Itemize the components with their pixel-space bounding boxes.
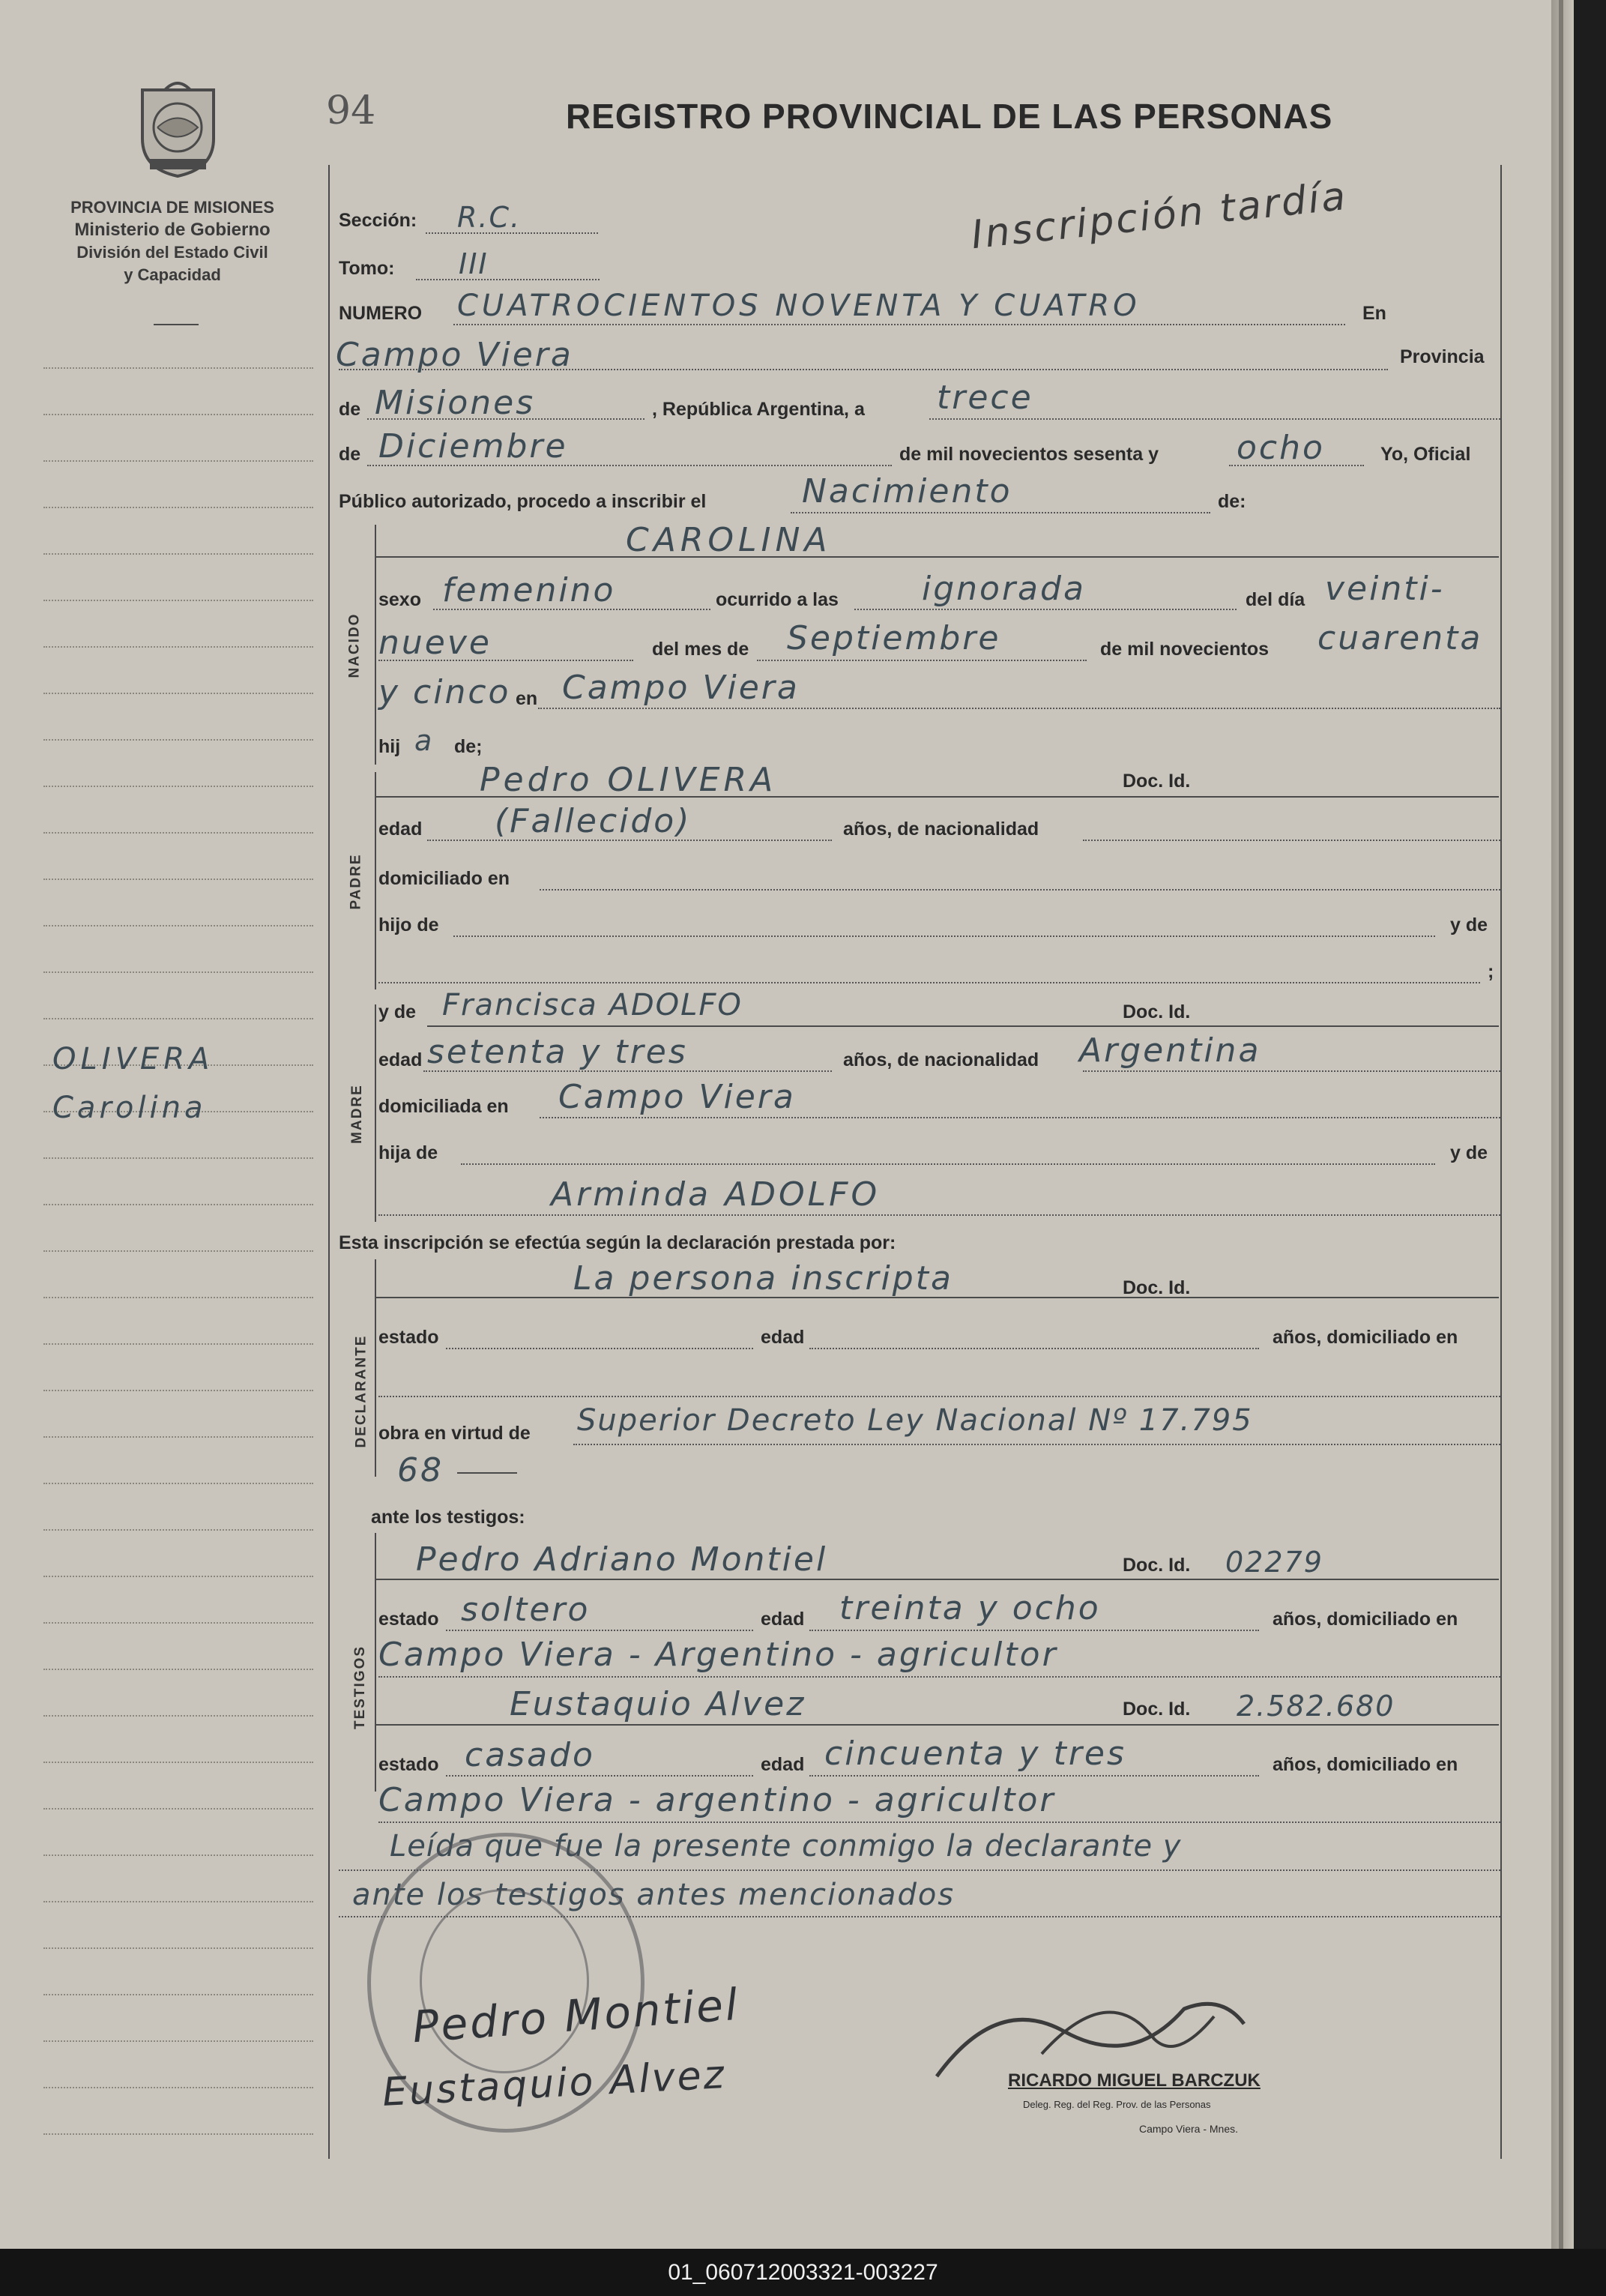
value-numero: CUATROCIENTOS NOVENTA Y CUATRO bbox=[457, 289, 1141, 323]
value-padre-nombre: Pedro OLIVERA bbox=[480, 761, 777, 799]
label-testigo1-domiciliado: años, domiciliado en bbox=[1273, 1609, 1458, 1630]
value-obra-virtud-1: Superior Decreto Ley Nacional Nº 17.795 bbox=[577, 1403, 1253, 1438]
value-dia-nacimiento-1: veinti- bbox=[1325, 570, 1445, 608]
value-madre-domicilio: Campo Viera bbox=[558, 1078, 796, 1116]
agency-province: PROVINCIA DE MISIONES bbox=[70, 198, 274, 217]
label-madre-y-de: y de bbox=[1450, 1142, 1488, 1163]
section-label-nacido: NACIDO bbox=[346, 612, 363, 678]
value-testigo1-estado: soltero bbox=[461, 1591, 591, 1629]
agency-divider bbox=[154, 324, 199, 325]
label-mil-sesenta: de mil novecientos sesenta y bbox=[899, 444, 1159, 465]
section-label-testigos: TESTIGOS bbox=[352, 1645, 369, 1730]
frame-right-border bbox=[1500, 165, 1502, 2159]
label-madre-edad: edad bbox=[378, 1049, 423, 1070]
value-nombre: CAROLINA bbox=[626, 521, 832, 559]
value-testigo2-doc: 2.582.680 bbox=[1237, 1690, 1395, 1723]
label-declarante-estado: estado bbox=[378, 1327, 439, 1348]
signature-firmante-2: Eustaquio Alvez bbox=[381, 2052, 728, 2115]
label-yo-oficial: Yo, Oficial bbox=[1380, 444, 1471, 465]
label-padre-semicolon: ; bbox=[1488, 961, 1494, 982]
label-madre-nacionalidad: años, de nacionalidad bbox=[843, 1049, 1039, 1070]
top-annotation-scribble: Inscripción tardía bbox=[969, 173, 1350, 259]
label-madre-doc-id: Doc. Id. bbox=[1123, 1001, 1191, 1022]
value-anio-nacimiento-1: cuarenta bbox=[1317, 619, 1483, 657]
label-padre-doc-id: Doc. Id. bbox=[1123, 771, 1191, 792]
agency-capacity: y Capacidad bbox=[124, 265, 221, 284]
label-testigo2-domiciliado: años, domiciliado en bbox=[1273, 1754, 1458, 1775]
value-mes-nacimiento: Septiembre bbox=[787, 619, 1001, 657]
label-en-lugar: en bbox=[516, 688, 538, 709]
value-testigo2-domicilio: Campo Viera - argentino - agricultor bbox=[378, 1781, 1056, 1819]
value-anio-nacimiento-2: y cinco bbox=[378, 673, 511, 711]
value-lugar: Campo Viera bbox=[336, 336, 573, 374]
label-declarante-doc-id: Doc. Id. bbox=[1123, 1277, 1191, 1298]
label-padre-nacionalidad: años, de nacionalidad bbox=[843, 819, 1039, 840]
official-location: Campo Viera - Mnes. bbox=[1139, 2123, 1239, 2135]
label-y-de-madre: y de bbox=[378, 1001, 417, 1022]
value-testigo1-domicilio: Campo Viera - Argentino - agricultor bbox=[378, 1636, 1058, 1674]
label-de-colon: de: bbox=[1218, 491, 1246, 512]
label-declarante-edad: edad bbox=[761, 1327, 805, 1348]
label-de-mil-novecientos: de mil novecientos bbox=[1100, 639, 1270, 660]
label-declarante-domiciliado: años, domiciliado en bbox=[1273, 1327, 1458, 1348]
label-padre-domiciliado: domiciliado en bbox=[378, 868, 510, 889]
value-abuela-materna: Arminda ADOLFO bbox=[551, 1175, 881, 1214]
label-ante-testigos: ante los testigos: bbox=[371, 1507, 525, 1528]
value-hij-suffix: a bbox=[414, 724, 434, 757]
value-seccion: R.C. bbox=[457, 201, 522, 234]
label-inscripcion: Esta inscripción se efectúa según la declaración prestada por: bbox=[339, 1232, 896, 1253]
label-madre-domiciliada: domiciliada en bbox=[378, 1096, 509, 1117]
label-ocurrido: ocurrido a las bbox=[716, 589, 839, 610]
label-padre-y-de: y de bbox=[1450, 915, 1488, 935]
section-label-declarante: DECLARANTE bbox=[353, 1334, 369, 1448]
file-id: 01_060712003321-003227 bbox=[668, 2260, 938, 2285]
label-provincia: Provincia bbox=[1400, 346, 1485, 367]
value-testigo1-nombre: Pedro Adriano Montiel bbox=[416, 1540, 828, 1579]
signature-firmante-1: Pedro Montiel bbox=[411, 1978, 742, 2053]
section-label-padre: PADRE bbox=[348, 853, 364, 910]
label-testigo2-estado: estado bbox=[378, 1754, 439, 1775]
page-title: REGISTRO PROVINCIAL DE LAS PERSONAS bbox=[566, 97, 1333, 136]
value-testigo2-estado: casado bbox=[465, 1736, 595, 1774]
value-anio-inscripcion: ocho bbox=[1237, 429, 1325, 467]
value-sexo: femenino bbox=[442, 571, 616, 609]
agency-block bbox=[30, 196, 315, 286]
value-dia-nacimiento-2: nueve bbox=[378, 624, 492, 662]
label-padre-hijo-de: hijo de bbox=[378, 915, 439, 935]
agency-division: División del Estado Civil bbox=[76, 243, 268, 262]
value-testigo2-nombre: Eustaquio Alvez bbox=[510, 1685, 806, 1723]
value-padre-edad: (Fallecido) bbox=[495, 802, 692, 840]
label-hij: hij bbox=[378, 736, 401, 757]
section-label-madre: MADRE bbox=[348, 1084, 365, 1144]
label-numero: NUMERO bbox=[339, 303, 423, 324]
value-obra-virtud-2: 68 bbox=[397, 1451, 444, 1489]
label-testigo2-doc-id: Doc. Id. bbox=[1123, 1699, 1191, 1720]
value-testigo1-doc: 02279 bbox=[1225, 1546, 1323, 1579]
value-testigo2-edad: cincuenta y tres bbox=[824, 1735, 1126, 1773]
agency-ministry: Ministerio de Gobierno bbox=[74, 220, 271, 240]
label-padre-edad: edad bbox=[378, 819, 423, 840]
value-declarante: La persona inscripta bbox=[573, 1259, 953, 1298]
label-testigo2-edad: edad bbox=[761, 1754, 805, 1775]
label-testigo1-edad: edad bbox=[761, 1609, 805, 1630]
value-madre-nacionalidad: Argentina bbox=[1079, 1031, 1261, 1070]
label-testigo1-estado: estado bbox=[378, 1609, 439, 1630]
official-title: Deleg. Reg. del Reg. Prov. de las Personas bbox=[1023, 2099, 1211, 2110]
official-name: RICARDO MIGUEL BARCZUK bbox=[1008, 2070, 1261, 2091]
label-de-semicolon: de; bbox=[454, 736, 483, 757]
label-de-mes: de bbox=[339, 444, 361, 465]
label-sexo: sexo bbox=[378, 589, 421, 610]
book-binding bbox=[1559, 0, 1563, 2249]
value-mes-inscripcion: Diciembre bbox=[378, 427, 568, 465]
label-madre-hija-de: hija de bbox=[378, 1142, 438, 1163]
value-madre-nombre: Francisca ADOLFO bbox=[442, 988, 743, 1022]
provincial-coat-of-arms-icon bbox=[127, 75, 229, 180]
margin-note-surname: OLIVERA bbox=[52, 1042, 214, 1076]
file-id-bar bbox=[0, 2249, 1606, 2296]
value-lugar-nacimiento: Campo Viera bbox=[562, 669, 800, 707]
value-madre-edad: setenta y tres bbox=[427, 1033, 688, 1071]
value-provincia: Misiones bbox=[375, 384, 536, 422]
label-tomo: Tomo: bbox=[339, 258, 395, 279]
label-obra-virtud: obra en virtud de bbox=[378, 1423, 531, 1444]
value-acto: Nacimiento bbox=[802, 472, 1012, 510]
value-dia-inscripcion: trece bbox=[937, 379, 1033, 417]
label-de: de bbox=[339, 399, 361, 420]
label-testigo1-doc-id: Doc. Id. bbox=[1123, 1555, 1191, 1576]
value-tomo: III bbox=[459, 247, 489, 280]
label-del-dia: del día bbox=[1246, 589, 1305, 610]
closing-line-2: ante los testigos antes mencionados bbox=[352, 1878, 956, 1912]
label-del-mes: del mes de bbox=[652, 639, 749, 660]
margin-note-name: Carolina bbox=[52, 1091, 207, 1125]
value-hora: ignorada bbox=[922, 570, 1086, 608]
closing-line-1: Leída que fue la presente conmigo la declarante y bbox=[390, 1829, 1182, 1863]
page-number: 94 bbox=[326, 88, 376, 133]
label-seccion: Sección: bbox=[339, 210, 417, 231]
label-republica: , República Argentina, a bbox=[652, 399, 865, 420]
label-publico: Público autorizado, procedo a inscribir el bbox=[339, 491, 707, 512]
label-en: En bbox=[1362, 303, 1386, 324]
value-testigo1-edad: treinta y ocho bbox=[839, 1589, 1101, 1627]
frame-left-border bbox=[328, 165, 330, 2159]
